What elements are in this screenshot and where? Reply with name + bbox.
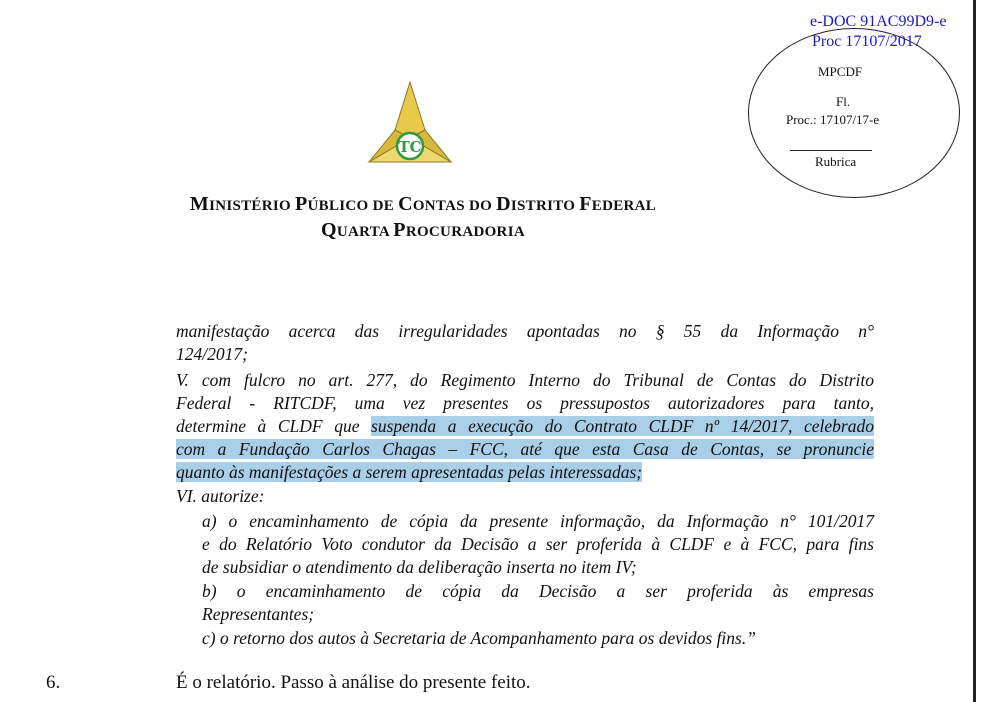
body-line: manifestação acerca das irregularidades apontadas no § 55 da Informação n° xyxy=(176,321,874,341)
stamp-proc-number: Proc.: 17107/17-e xyxy=(786,112,880,127)
stamp-org: MPCDF xyxy=(818,64,863,79)
header-ministry: MINISTÉRIO PÚBLICO DE CONTAS DO DISTRITO FEDERAL xyxy=(189,193,657,215)
highlight: quanto às manifestações a serem apresentadas pelas interessadas; xyxy=(176,462,643,482)
body-line-highlighted xyxy=(176,438,874,461)
highlight: com a Fundação Carlos Chagas – FCC, até que esta Casa de Contas, se pronuncie xyxy=(176,439,874,459)
tcdf-logo xyxy=(365,80,455,170)
section-text: É o relatório. Passo à análise do presente feito. xyxy=(176,672,531,693)
item-c-line: c) o retorno dos autos à Secretaria de Acompanhamento para os devidos fins.” xyxy=(202,628,756,648)
stamp-doc-id: e-DOC 91AC99D9-e xyxy=(810,13,947,30)
item-a-line: de subsidiar o atendimento da deliberação inserta no item IV; xyxy=(202,557,637,577)
body-line: 124/2017; xyxy=(176,344,248,364)
item-b-line: b) o encaminhamento de cópia da Decisão a ser proferida às empresas xyxy=(202,581,874,601)
body-line-highlighted: determine à CLDF que suspenda a execução do Contrato CLDF nº 14/2017, celebrado xyxy=(176,416,874,436)
body-line: VI. autorize: xyxy=(176,486,265,506)
logo-letters: TC xyxy=(398,138,422,156)
section-number: 6. xyxy=(46,672,61,693)
highlight: suspenda a execução do Contrato CLDF nº 14/2017, celebrado xyxy=(371,416,874,436)
stamp-rubrica: Rubrica xyxy=(815,154,857,169)
signature-line xyxy=(790,150,872,151)
body-line: V. com fulcro no art. 277, do Regimento Interno do Tribunal de Contas do Distrito xyxy=(176,370,874,390)
page-edge xyxy=(973,0,976,702)
item-a-line: a) o encaminhamento de cópia da presente informação, da Informação n° 101/2017 xyxy=(202,511,874,531)
stamp-fl: Fl. xyxy=(836,94,851,109)
body-line: Federal - RITCDF, uma vez presentes os pressupostos autorizadores para tanto, xyxy=(176,393,874,413)
stamp-proc: Proc 17107/2017 xyxy=(812,33,922,50)
item-b-line: Representantes; xyxy=(202,604,315,624)
header-procuradoria: QUARTA PROCURADORIA xyxy=(321,219,525,241)
body-line-highlighted xyxy=(176,461,874,484)
item-a-line: e do Relatório Voto condutor da Decisão a ser proferida à CLDF e à FCC, para fins xyxy=(202,534,874,554)
